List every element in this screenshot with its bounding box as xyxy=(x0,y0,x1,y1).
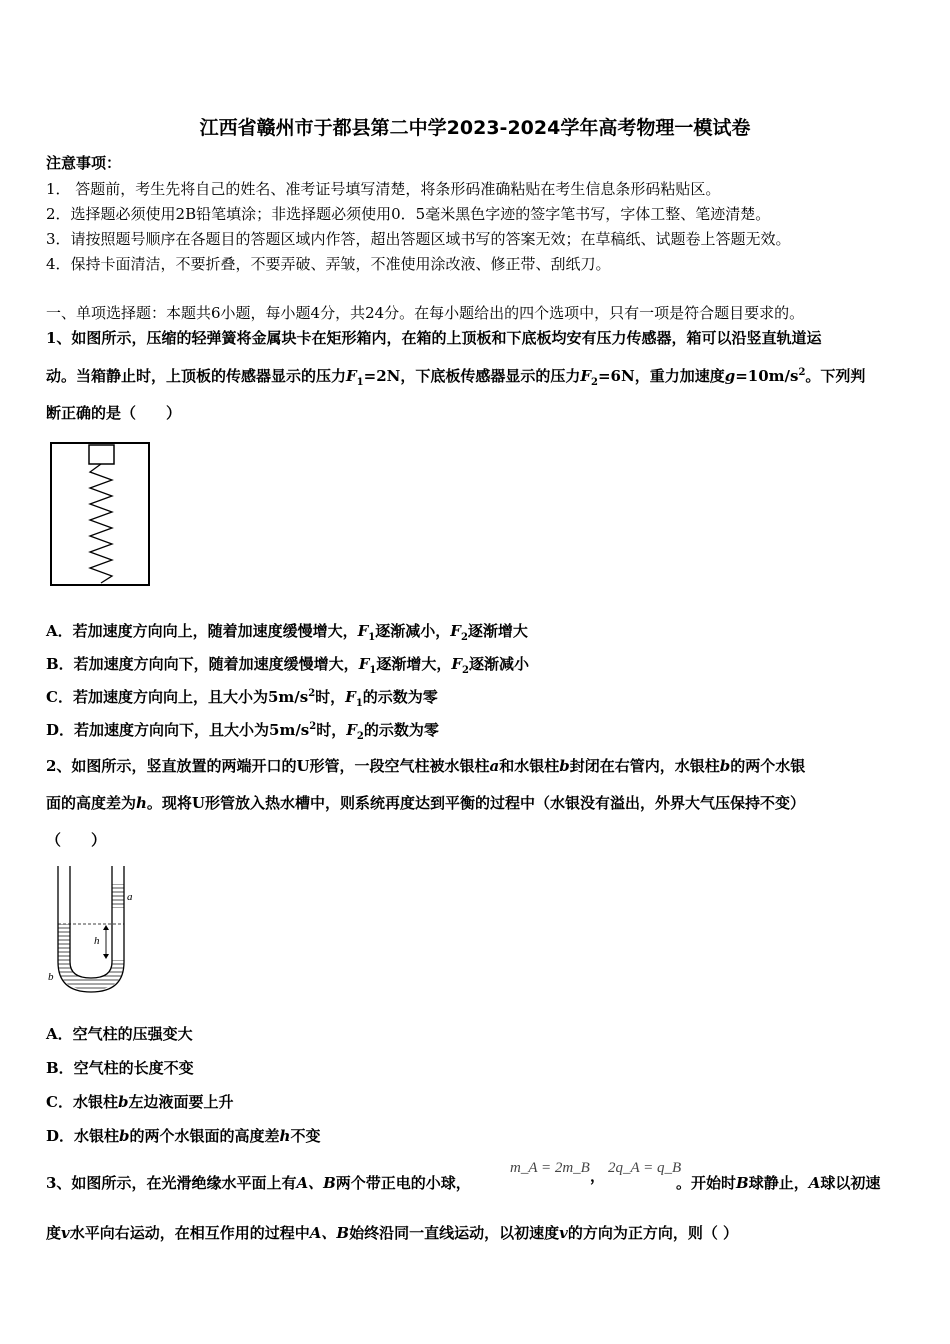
notice-item-3: 3．请按照题号顺序在各题目的答题区域内作答，超出答题区域书写的答案无效；在草稿纸、试题卷上答题无效。 xyxy=(46,230,791,248)
q1-line-3: 断正确的是（ ） xyxy=(46,404,182,422)
q3-formula-mass: m_A = 2m_B xyxy=(510,1160,590,1176)
label-b: b xyxy=(48,971,54,983)
q2-option-b: B．空气柱的长度不变 xyxy=(46,1059,194,1077)
q3-comma: ， xyxy=(590,1167,606,1185)
notice-item-1: 1． 答题前，考生先将自己的姓名、准考证号填写清楚，将条形码准确粘贴在考生信息条形码粘贴区。 xyxy=(46,180,721,198)
q1-option-b: B．若加速度方向向下，随着加速度缓慢增大，$F_1$逐渐增大，$F_2$逐渐减小 xyxy=(46,655,529,676)
q2-option-c: C．水银柱b左边液面要上升 xyxy=(46,1093,234,1111)
q1-option-a: A．若加速度方向向上，随着加速度缓慢增大，$F_1$逐渐减小，$F_2$逐渐增大 xyxy=(46,622,528,643)
q2-option-d: D．水银柱b的两个水银面的高度差h不变 xyxy=(46,1127,321,1145)
q2-line-3: （ ） xyxy=(46,831,107,849)
metal-block xyxy=(89,445,114,464)
notice-item-4: 4．保持卡面清洁，不要折叠，不要弄破、弄皱，不准使用涂改液、修正带、刮纸刀。 xyxy=(46,255,611,273)
spring-coil xyxy=(90,464,112,583)
q1-option-c: C．若加速度方向向上，且大小为$5m/s^2$时，$F_1$的示数为零 xyxy=(46,688,438,709)
notice-item-2: 2．选择题必须使用2B铅笔填涂；非选择题必须使用0．5毫米黑色字迹的签字笔书写，字体工整、笔迹清楚。 xyxy=(46,205,771,223)
label-h: h xyxy=(94,935,100,947)
page-title: 江西省赣州市于都县第二中学2023-2024学年高考物理一模试卷 xyxy=(199,117,751,139)
q1-line-1: 1、如图所示，压缩的轻弹簧将金属块卡在矩形箱内，在箱的上顶板和下底板均安有压力传感器，箱可以沿竖直轨道运 xyxy=(46,329,822,347)
q2-u-tube-figure xyxy=(44,862,144,1002)
q1-option-d: D．若加速度方向向下，且大小为$5m/s^2$时，$F_2$的示数为零 xyxy=(46,721,439,742)
mercury-column-b xyxy=(58,924,124,990)
label-a: a xyxy=(127,891,133,903)
q2-line-1: 2、如图所示，竖直放置的两端开口的U形管，一段空气柱被水银柱a和水银柱b封闭在右管内，水银柱b的两个水银 xyxy=(46,757,806,775)
notice-heading: 注意事项： xyxy=(46,154,122,172)
q2-line-2: 面的高度差为h。现将U形管放入热水槽中，则系统再度达到平衡的过程中（水银没有溢出，外界大气压保持不变） xyxy=(46,794,806,812)
q1-line-2: 动。当箱静止时，上顶板的传感器显示的压力$F_1=2N$，下底板传感器显示的压力$F_2=6N$，重力加速度$g=10m/s^2$。下列判 xyxy=(46,367,866,388)
q3-line-1-end: 。开始时B球静止，A球以初速 xyxy=(676,1174,881,1192)
mercury-column-a xyxy=(112,884,124,908)
section-1-heading: 一、单项选择题：本题共6小题，每小题4分，共24分。在每小题给出的四个选项中，只有一项是符合题目要求的。 xyxy=(46,304,805,322)
q3-line-2: 度v水平向右运动，在相互作用的过程中A、B始终沿同一直线运动，以初速度v的方向为正方向，则（ ） xyxy=(46,1224,739,1242)
q2-option-a: A．空气柱的压强变大 xyxy=(46,1025,193,1043)
q1-spring-box-figure xyxy=(46,440,154,590)
q3-line-1: 3、如图所示，在光滑绝缘水平面上有A、B两个带正电的小球， xyxy=(46,1174,471,1192)
q3-formula-charge: 2q_A = q_B xyxy=(608,1160,682,1176)
